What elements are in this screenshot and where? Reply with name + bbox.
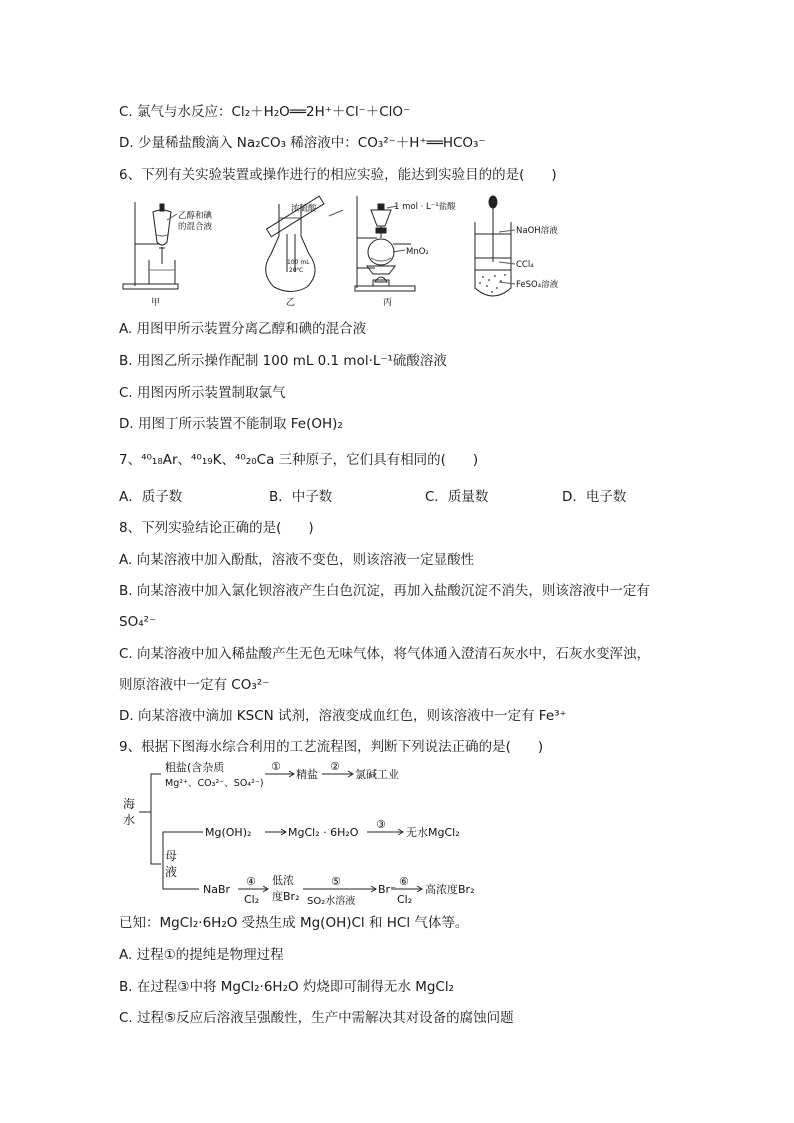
crude-salt-line1: 粗盐(含杂质 (165, 761, 225, 774)
q9-option-c: C. 过程⑤反应后溶液呈强酸性，生产中需解决其对设备的腐蚀问题 (119, 1010, 514, 1026)
mother-liquor-2: 液 (165, 865, 178, 879)
q8-option-c-line2: 则原溶液中一定有 CO₃²⁻ (119, 677, 270, 693)
yi-caption: 乙 (286, 298, 296, 308)
question-7-stem: 7、⁴⁰₁₈Ar、⁴⁰₁₉K、⁴⁰₂₀Ca 三种原子，它们具有相同的( ) (119, 452, 479, 468)
q6-option-c: C. 用图丙所示装置制取氯气 (119, 385, 286, 401)
q9-option-b: B. 在过程③中将 MgCl₂·6H₂O 灼烧即可制得无水 MgCl₂ (119, 979, 455, 995)
jia-note-2: 的混合液 (178, 222, 213, 232)
apparatus-jia (123, 202, 178, 289)
step-4: ④ (246, 875, 256, 888)
step-1: ① (271, 760, 281, 773)
q7-option-b: B．中子数 (269, 489, 333, 505)
mgcl2-hydrate: MgCl₂ · 6H₂O (288, 826, 359, 839)
apparatus-ding (475, 196, 515, 296)
q8-option-a: A. 向某溶液中加入酚酞，溶液不变色，则该溶液一定显酸性 (119, 552, 475, 568)
q5-option-c: C. 氯气与水反应：Cl₂＋H₂O══2H⁺＋Cl⁻＋ClO⁻ (119, 104, 411, 120)
bing-caption: 丙 (383, 298, 393, 308)
q9-known: 已知：MgCl₂·6H₂O 受热生成 Mg(OH)Cl 和 HCl 气体等。 (119, 915, 469, 931)
q7-option-a: A．质子数 (119, 489, 183, 505)
anhydrous-mgcl2: 无水MgCl₂ (406, 826, 460, 839)
question-9-stem: 9、根据下图海水综合利用的工艺流程图，判断下列说法正确的是( ) (119, 739, 544, 755)
ding-naoh: NaOH溶液 (516, 226, 558, 236)
low-br-line1: 低浓 (272, 874, 294, 887)
q6-option-b: B. 用图乙所示操作配制 100 mL 0.1 mol·L⁻¹硫酸溶液 (119, 353, 447, 369)
seawater-flow-chart (115, 760, 515, 912)
q6-option-a: A. 用图甲所示装置分离乙醇和碘的混合液 (119, 321, 367, 337)
apparatus-figure (119, 192, 589, 310)
cl2-reagent-b: Cl₂ (397, 893, 413, 906)
step-5: ⑤ (331, 875, 341, 888)
mother-liquor-1: 母 (165, 849, 178, 863)
high-br: 高浓度Br₂ (425, 883, 475, 896)
question-8-stem: 8、下列实验结论正确的是( ) (119, 520, 314, 536)
fine-salt: 精盐 (296, 768, 318, 781)
so2-solution: SO₂水溶液 (307, 896, 356, 907)
q8-option-b-line2: SO₄²⁻ (119, 614, 157, 630)
q9-option-a: A. 过程①的提纯是物理过程 (119, 947, 284, 963)
bromide-ion: Br⁻ (378, 883, 396, 896)
q6-option-d: D. 用图丁所示装置不能制取 Fe(OH)₂ (119, 416, 343, 432)
cl2-reagent-a: Cl₂ (244, 893, 260, 906)
nabr: NaBr (203, 883, 231, 896)
ding-feso4: FeSO₄溶液 (516, 280, 559, 290)
chlor-alkali: 氯碱工业 (355, 768, 399, 781)
q7-option-d: D．电子数 (562, 489, 627, 505)
crude-salt-line2: Mg²⁺、CO₃²⁻、SO₄²⁻) (165, 778, 264, 789)
step-6: ⑥ (399, 875, 409, 888)
q8-option-d: D. 向某溶液中滴加 KSCN 试剂，溶液变成血红色，则该溶液中一定有 Fe³⁺ (119, 708, 567, 724)
jia-caption: 甲 (151, 298, 161, 308)
step-3: ③ (376, 818, 386, 831)
yi-note: 浓硫酸 (291, 204, 317, 214)
low-br-line2: 度Br₂ (272, 890, 300, 903)
seawater-label-1: 海 (123, 797, 136, 811)
q5-option-d: D. 少量稀盐酸滴入 Na₂CO₃ 稀溶液中：CO₃²⁻＋H⁺══HCO₃⁻ (119, 135, 486, 151)
q8-option-b-line1: B. 向某溶液中加入氯化钡溶液产生白色沉淀，再加入盐酸沉淀不消失，则该溶液中一定有 (119, 583, 650, 599)
yi-flask-temp: 20℃ (289, 267, 304, 274)
q8-option-c-line1: C. 向某溶液中加入稀盐酸产生无色无味气体，将气体通入澄清石灰水中，石灰水变浑浊， (119, 646, 651, 662)
question-6-stem: 6、下列有关实验装置或操作进行的相应实验，能达到实验目的的是( ) (119, 167, 557, 183)
jia-note-1: 乙醇和碘 (178, 211, 213, 221)
bing-mno2: MnO₂ (406, 247, 429, 257)
step-2: ② (330, 760, 340, 773)
bing-note: 1 mol · L⁻¹盐酸 (394, 202, 456, 212)
seawater-label-2: 水 (123, 813, 136, 827)
mgoh2: Mg(OH)₂ (205, 826, 252, 839)
q7-option-c: C．质量数 (425, 489, 489, 505)
yi-flask-volume: 100 mL (287, 259, 310, 266)
ding-ccl4: CCl₄ (516, 260, 534, 270)
